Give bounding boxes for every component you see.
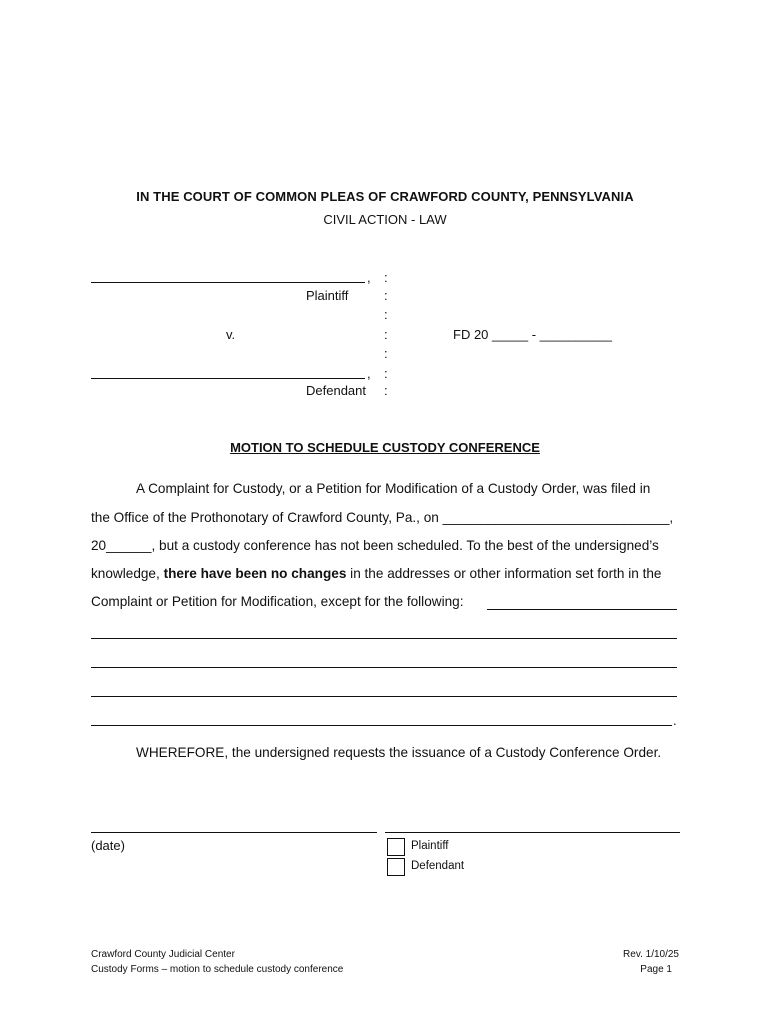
caption-colon: : (384, 307, 388, 322)
defendant-comma: , (367, 366, 371, 381)
docket-number-field[interactable]: FD 20 _____ - __________ (453, 327, 613, 342)
para-line-3: 20______, but a custody conference has not been scheduled. To the best of the undersigned’s (91, 538, 659, 553)
footer-location: Crawford County Judicial Center (91, 949, 235, 960)
exceptions-line-0[interactable] (487, 609, 677, 610)
exceptions-line-4[interactable] (91, 725, 672, 726)
defendant-label: Defendant (306, 383, 366, 398)
para-line-4 (91, 566, 661, 581)
wherefore-clause: WHEREFORE, the undersigned requests the issuance of a Custody Conference Order. (136, 745, 662, 760)
para-line-2: the Office of the Prothonotary of Crawford County, Pa., on ______________________________, (91, 510, 674, 525)
date-label: (date) (91, 838, 125, 853)
court-heading: IN THE COURT OF COMMON PLEAS OF CRAWFORD COUNTY, PENNSYLVANIA (136, 189, 634, 204)
plaintiff-comma: , (367, 270, 371, 285)
footer-revision: Rev. 1/10/25 (623, 949, 679, 960)
date-line[interactable] (91, 832, 377, 833)
plaintiff-label: Plaintiff (306, 288, 349, 303)
defendant-option-label: Defendant (411, 860, 465, 872)
defendant-checkbox[interactable] (387, 858, 405, 876)
no-changes-emphasis: there have been no changes (163, 566, 347, 581)
defendant-name-line[interactable] (91, 378, 365, 379)
exceptions-line-1[interactable] (91, 638, 677, 639)
versus-label: v. (226, 327, 236, 342)
exceptions-line-2[interactable] (91, 667, 677, 668)
para-line-5 (91, 594, 464, 609)
caption-colon: : (384, 327, 388, 342)
footer-page-number: Page 1 (640, 964, 672, 975)
signature-line[interactable] (385, 832, 680, 833)
action-type: CIVIL ACTION - LAW (323, 212, 447, 227)
caption-colon: : (384, 288, 388, 303)
motion-title: MOTION TO SCHEDULE CUSTODY CONFERENCE (230, 440, 540, 455)
para-line-5-text: Complaint or Petition for Modification, except for the following: (91, 594, 464, 609)
caption-colon: : (384, 366, 388, 381)
caption-colon: : (384, 346, 388, 361)
caption-colon: : (384, 383, 388, 398)
plaintiff-checkbox[interactable] (387, 838, 405, 856)
para-line-4-post: in the addresses or other information set forth in the (346, 566, 662, 581)
exceptions-period: . (673, 713, 677, 728)
footer-form-name: Custody Forms – motion to schedule custody conference (91, 964, 344, 975)
exceptions-line-3[interactable] (91, 696, 677, 697)
caption-colon: : (384, 270, 388, 285)
motion-paragraph (91, 481, 681, 621)
plaintiff-name-line[interactable] (91, 282, 365, 283)
plaintiff-option-label: Plaintiff (411, 840, 449, 852)
para-line-4-pre: knowledge, (91, 566, 164, 581)
para-line-1: A Complaint for Custody, or a Petition for Modification of a Custody Order, was filed in (136, 481, 651, 496)
